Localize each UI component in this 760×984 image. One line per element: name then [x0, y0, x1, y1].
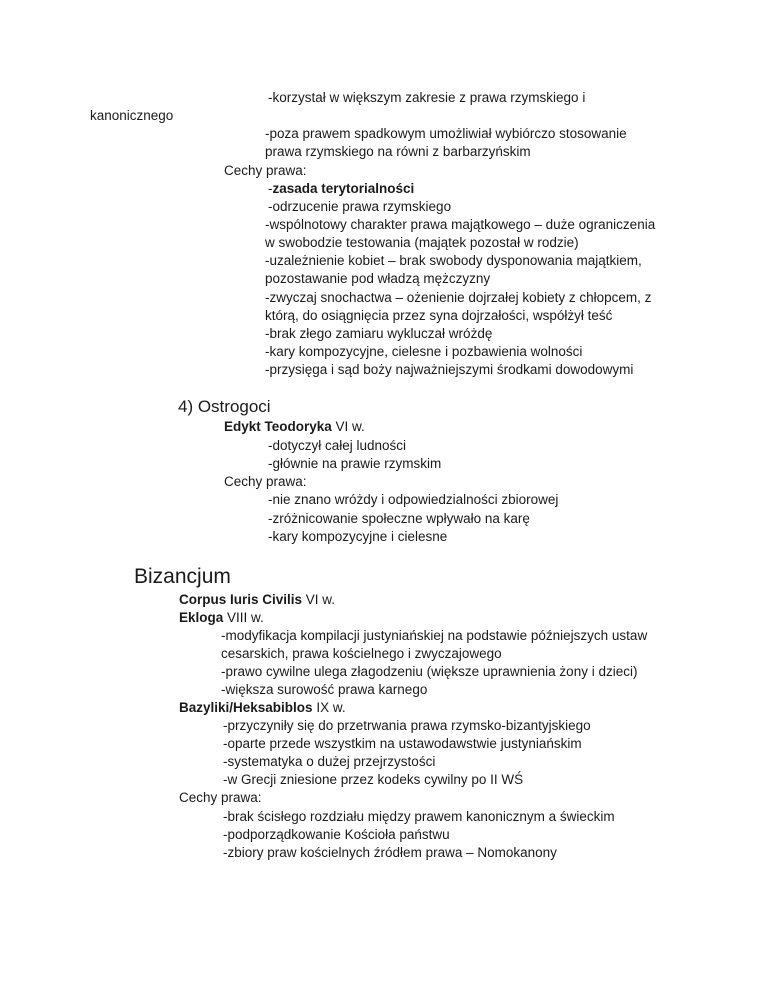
source-date: VIII w. [223, 610, 264, 625]
text-line: -wspólnotowy charakter prawa majątkowego – duże ograniczenia [265, 217, 656, 232]
text-line: -przysięga i sąd boży najważniejszymi środkami dowodowymi [265, 362, 634, 377]
text-line: prawa rzymskiego na równi z barbarzyńskim [265, 144, 531, 159]
text-line: -korzystał w większym zakresie z prawa rzymskiego i [268, 90, 586, 105]
text-line: cesarskich, prawa kościelnego i zwyczajowego [221, 646, 502, 661]
cechy-prawa-label: Cechy prawa: [179, 790, 262, 805]
text-line: -zróżnicowanie społeczne wpływało na karę [268, 511, 530, 526]
text-line: -prawo cywilne ulega złagodzeniu (większe uprawnienia żony i dzieci) [221, 664, 638, 679]
text-line: -przyczyniły się do przetrwania prawa rzymsko-bizantyjskiego [223, 718, 591, 733]
text-line: -zbiory praw kościelnych źródłem prawa – Nomokanony [223, 845, 557, 860]
text-line: -brak złego zamiaru wykluczał wróżdę [265, 326, 493, 341]
text-line: -nie znano wróżdy i odpowiedzialności zbiorowej [268, 492, 559, 507]
bold-term: zasada terytorialności [272, 181, 415, 196]
text-line: kanonicznego [90, 108, 174, 123]
text-line: którą, do osiągnięcia przez syna dojrzałości, współżył teść [265, 308, 613, 323]
source-title [179, 699, 346, 717]
text-line: -podporządkowanie Kościoła państwu [223, 827, 450, 842]
text-line: -oparte przede wszystkim na ustawodawstwie justyniańskim [223, 736, 582, 751]
source-date: IX w. [312, 700, 346, 715]
text-line: -większa surowość prawa karnego [221, 682, 428, 697]
text-line: -poza prawem spadkowym umożliwiał wybiórczo stosowanie [265, 126, 627, 141]
text-line: -w Grecji zniesione przez kodeks cywilny po II WŚ [223, 772, 524, 787]
bold-term: Bazyliki/Heksabiblos [179, 700, 313, 715]
text-line: -głównie na prawie rzymskim [268, 456, 442, 471]
source-title [179, 609, 264, 627]
bold-term: Edykt Teodoryka [224, 419, 332, 434]
text-line: -uzależnienie kobiet – brak swobody dysponowania majątkiem, [265, 253, 642, 268]
bold-term: Ekloga [179, 610, 224, 625]
bold-term: Corpus Iuris Civilis [179, 592, 303, 607]
text-line: w swobodzie testowania (majątek pozostał w rodzie) [265, 235, 579, 250]
source-title [224, 418, 365, 436]
text-line: -systematyka o dużej przejrzystości [223, 754, 436, 769]
cechy-prawa-label: Cechy prawa: [224, 474, 307, 489]
source-date: VI w. [331, 419, 365, 434]
source-date: VI w. [302, 592, 336, 607]
text-line: -zasada terytorialności [268, 181, 415, 196]
text-line: -kary kompozycyjne i cielesne [268, 529, 448, 544]
section-heading-ostrogoci: 4) Ostrogoci [178, 397, 271, 416]
text-line: pozostawanie pod władzą mężczyzny [265, 271, 491, 286]
section-heading-bizancjum: Bizancjum [134, 565, 231, 588]
text-line: -brak ścisłego rozdziału między prawem kanonicznym a świeckim [223, 809, 615, 824]
source-title [179, 591, 335, 609]
text-line: -odrzucenie prawa rzymskiego [268, 199, 452, 214]
text-line: -dotyczył całej ludności [268, 438, 407, 453]
text-line: -kary kompozycyjne, cielesne i pozbawienia wolności [265, 344, 583, 359]
text-line: -modyfikacja kompilacji justyniańskiej na podstawie późniejszych ustaw [221, 628, 648, 643]
text-line: -zwyczaj snochactwa – ożenienie dojrzałej kobiety z chłopcem, z [265, 290, 652, 305]
cechy-prawa-label: Cechy prawa: [224, 163, 307, 178]
